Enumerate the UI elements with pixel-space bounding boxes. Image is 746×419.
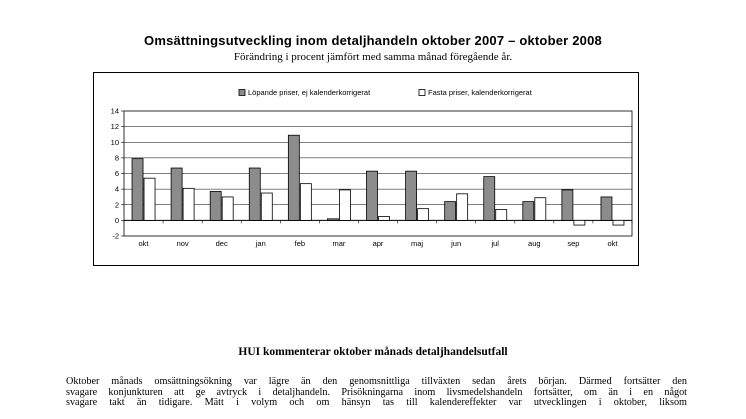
section-heading: HUI kommenterar oktober månads detaljhandelsutfall	[238, 346, 508, 358]
bar	[339, 190, 350, 220]
y-tick-label: 8	[114, 153, 119, 163]
x-tick-label: mar	[332, 239, 346, 248]
chart-subtitle: Förändring i procent jämfört med samma månad föregående år.	[233, 51, 513, 63]
y-tick-label: 0	[114, 215, 119, 225]
bar	[601, 197, 612, 220]
y-tick-label: 6	[114, 169, 119, 179]
body-line: svagare konjunkturen att ge avtryck i detaljhandeln. Prisökningarna inom livsmedelshandeln fortsätter, om än i en något	[66, 386, 687, 398]
x-tick-label: sep	[567, 239, 580, 248]
x-tick-label: okt	[607, 239, 618, 248]
chart-frame	[93, 72, 639, 266]
legend-swatch	[419, 90, 425, 96]
x-tick-label: okt	[138, 239, 149, 248]
x-tick-label: jul	[491, 239, 499, 248]
y-tick-label: 2	[114, 200, 119, 210]
bar	[210, 191, 221, 220]
y-tick-label: 4	[114, 184, 119, 194]
bar	[144, 178, 155, 220]
bar	[457, 194, 468, 221]
bar	[132, 159, 143, 221]
bar	[574, 220, 585, 225]
bar	[484, 177, 495, 221]
bar	[418, 209, 429, 221]
bar	[613, 220, 624, 225]
bar	[445, 202, 456, 221]
bar	[171, 168, 182, 220]
body-line: Oktober månads omsättningsökning var lägre än den genomsnittliga tillväxten sedan årets början. Därmed fortsätter den	[66, 376, 687, 387]
bar	[523, 202, 534, 221]
bar	[249, 168, 260, 220]
y-tick-label: -2	[112, 231, 119, 241]
x-tick-label: jun	[451, 239, 462, 248]
bar	[562, 190, 573, 220]
bar	[367, 171, 378, 220]
x-tick-label: apr	[372, 239, 384, 248]
y-tick-label: 14	[110, 106, 119, 116]
document-title: Omsättningsutveckling inom detaljhandeln oktober 2007 – oktober 2008	[144, 33, 602, 48]
y-tick-label: 10	[110, 137, 119, 147]
x-tick-label: dec	[215, 239, 228, 248]
bar	[406, 171, 417, 220]
bar	[535, 198, 546, 221]
x-tick-label: maj	[411, 239, 424, 248]
bar	[222, 197, 233, 220]
bar	[327, 219, 338, 221]
bar	[496, 209, 507, 220]
bar	[300, 184, 311, 221]
bar	[288, 135, 299, 220]
bar-chart	[94, 73, 640, 267]
bar	[261, 193, 272, 220]
bar	[183, 188, 194, 220]
legend-swatch	[239, 90, 245, 96]
y-tick-label: 12	[110, 122, 119, 132]
body-paragraph	[66, 377, 687, 409]
x-tick-label: jan	[255, 239, 266, 248]
x-tick-label: aug	[528, 239, 541, 248]
legend-label: Fasta priser, kalenderkorrigerat	[428, 88, 532, 97]
legend-label: Löpande priser, ej kalenderkorrigerat	[248, 88, 371, 97]
x-tick-label: feb	[294, 239, 306, 248]
x-tick-label: nov	[176, 239, 189, 248]
bar	[379, 216, 390, 220]
body-line: svagare takt än tidigare. Mätt i volym och om hänsyn tas till kalendereffekter var utvecklingen i oktober, liksom	[66, 397, 687, 408]
